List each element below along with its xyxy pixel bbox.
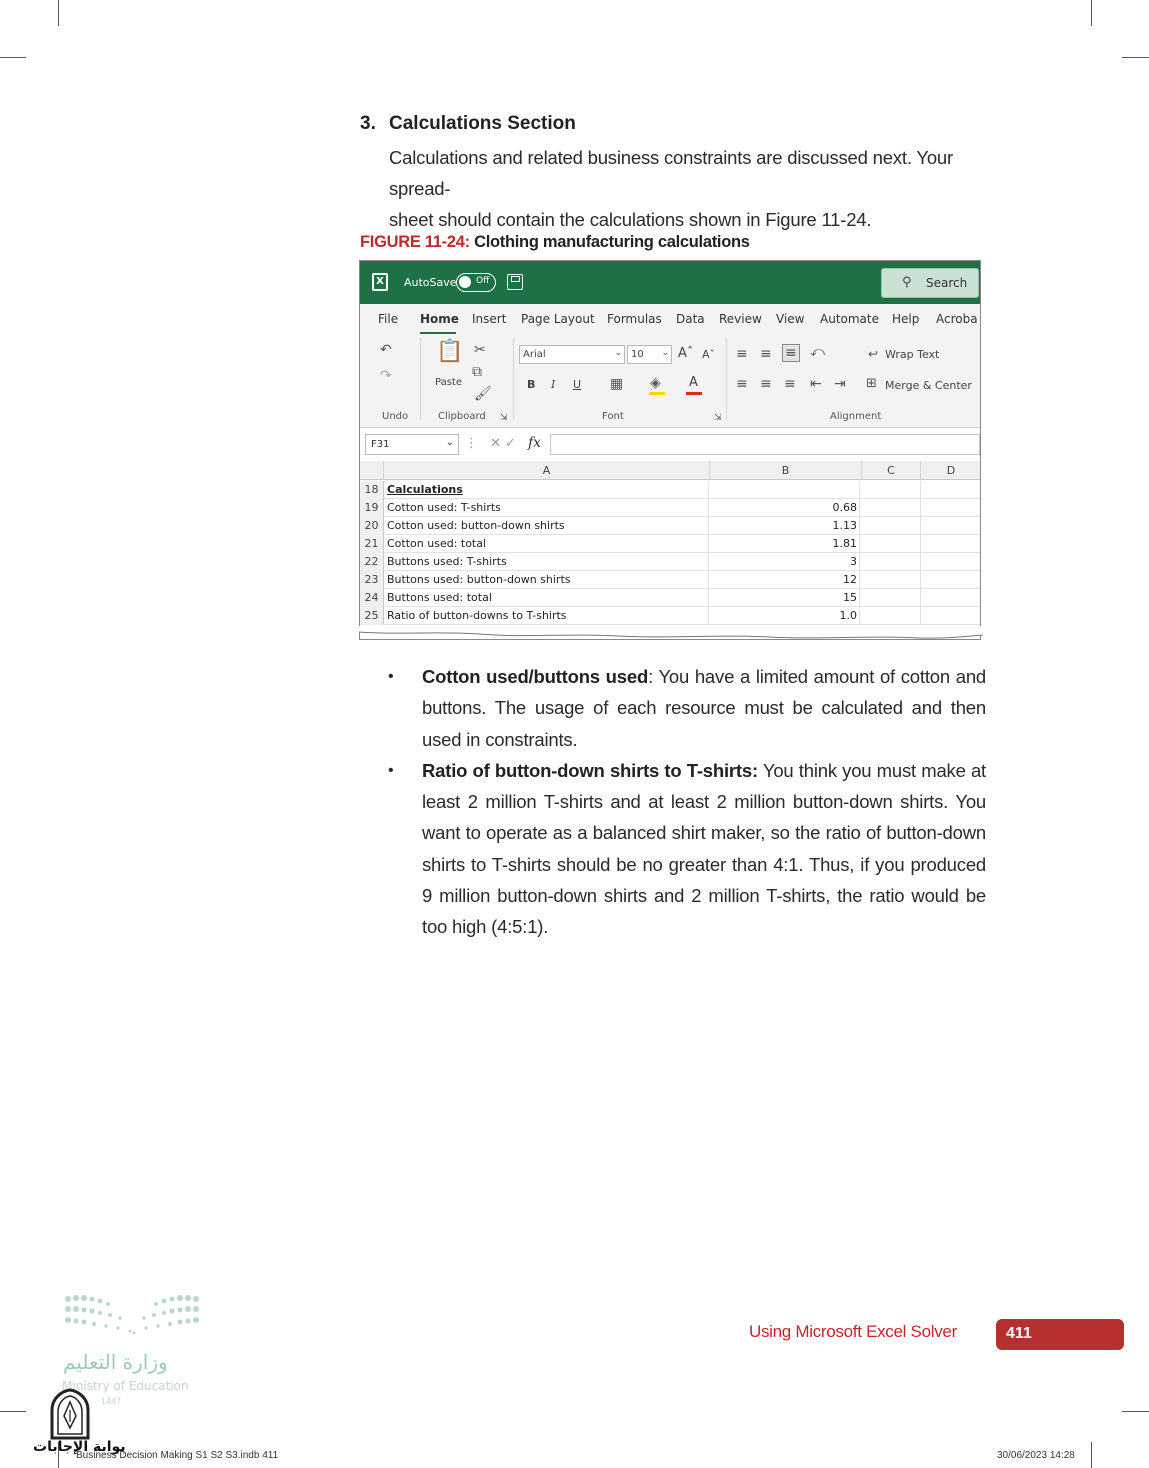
tab-help[interactable]: Help: [892, 312, 920, 326]
list-item: [388, 755, 986, 943]
cell-b[interactable]: 1.0: [710, 607, 860, 625]
alignment-group-label: Alignment: [830, 411, 882, 422]
tab-home[interactable]: Home: [420, 312, 459, 326]
table-row: [360, 553, 981, 571]
cell-b[interactable]: 15: [710, 589, 860, 607]
formula-cancel-confirm-icons: ⋮ ✕✓: [465, 436, 520, 451]
bold-button[interactable]: B: [527, 378, 536, 391]
excel-screenshot: [359, 260, 981, 640]
table-row: [360, 571, 981, 589]
group-separator: [420, 338, 421, 420]
ministry-year: 1447: [101, 1396, 122, 1406]
excel-title-bar: [360, 261, 981, 304]
paste-icon[interactable]: 📋: [436, 339, 464, 364]
group-separator: [513, 338, 514, 420]
increase-font-icon[interactable]: Aˆ: [678, 346, 694, 361]
row-number[interactable]: 23: [360, 571, 384, 589]
crop-mark: [58, 0, 59, 26]
font-size-select[interactable]: [627, 345, 672, 364]
row-number[interactable]: 22: [360, 553, 384, 571]
wrap-text-icon: ↩: [868, 347, 879, 361]
font-color-icon[interactable]: A: [689, 375, 698, 390]
redo-icon[interactable]: ↷: [380, 368, 392, 384]
font-color-swatch: [686, 392, 702, 395]
table-row: [360, 589, 981, 607]
cell-a[interactable]: Calculations: [387, 481, 709, 499]
watermark-logo-icon: [48, 1388, 92, 1440]
cell-b[interactable]: 1.81: [710, 535, 860, 553]
bullet-text: You think you must make at least 2 million T-shirts and at least 2 million button-down shirts. You want to operate as a balanced shirt maker, so the ratio of button-down shirts to T-shirts should be no greater than 4:1. Thus, if you produced 9 million button-down shirts and 2 million T-shirts, the ratio would be too high (4:5:1).: [422, 759, 986, 938]
figure-label: FIGURE 11-24:: [360, 233, 470, 251]
merge-icon: ⊞: [866, 376, 877, 391]
section-title: Calculations Section: [389, 113, 576, 134]
cell-a[interactable]: Cotton used: total: [387, 535, 709, 553]
align-right-icon[interactable]: ≡: [784, 376, 796, 392]
list-item: [388, 661, 986, 755]
column-header-a[interactable]: A: [384, 461, 710, 480]
cell-c[interactable]: [862, 517, 921, 535]
table-row: [360, 481, 981, 499]
bullet-list: [388, 661, 986, 943]
tab-formulas[interactable]: Formulas: [607, 312, 662, 326]
font-group-label: Font: [602, 411, 624, 422]
align-center-icon[interactable]: ≡: [760, 376, 772, 392]
section-paragraph: [389, 142, 989, 235]
print-date: 30/06/2023 14:28: [997, 1450, 1075, 1461]
align-left-icon[interactable]: ≡: [736, 376, 748, 392]
excel-logo-icon: X: [372, 273, 388, 291]
underline-button[interactable]: U: [573, 378, 582, 391]
crop-mark: [1122, 1411, 1149, 1412]
cell-c[interactable]: [862, 571, 921, 589]
cell-a[interactable]: Cotton used: button-down shirts: [387, 517, 709, 535]
cell-b[interactable]: 1.13: [710, 517, 860, 535]
tab-review[interactable]: Review: [719, 312, 762, 326]
figure-caption: [360, 233, 750, 252]
format-painter-icon[interactable]: 🖌: [474, 386, 492, 402]
search-icon: ⚲: [902, 275, 912, 290]
active-tab-indicator: [420, 332, 456, 334]
ribbon: [360, 304, 981, 428]
ministry-name-arabic: وزارة التعليم: [63, 1350, 168, 1374]
bullet-term: Cotton used/buttons used: [422, 666, 649, 687]
table-row: [360, 535, 981, 553]
autosave-toggle[interactable]: [456, 273, 496, 292]
align-top-icon[interactable]: ≡: [736, 346, 748, 362]
crop-mark: [1122, 57, 1149, 58]
dialog-launcher-icon[interactable]: ⇲: [500, 413, 508, 423]
row-number[interactable]: 21: [360, 535, 384, 553]
select-all-corner[interactable]: [360, 461, 384, 480]
align-bottom-icon[interactable]: ≡: [782, 344, 800, 362]
paste-label[interactable]: Paste: [435, 377, 462, 388]
tab-automate[interactable]: Automate: [820, 312, 879, 326]
cell-a[interactable]: Ratio of button-downs to T-shirts: [387, 607, 709, 625]
wrap-text-button[interactable]: Wrap Text: [885, 348, 940, 361]
crop-mark: [0, 1411, 26, 1412]
cell-c[interactable]: [862, 553, 921, 571]
figure-title: Clothing manufacturing calculations: [474, 233, 750, 251]
decrease-font-icon[interactable]: Aˇ: [702, 348, 716, 361]
undo-group-label: Undo: [382, 411, 409, 422]
bullet-dot: •: [388, 761, 394, 779]
fill-color-swatch: [649, 392, 665, 395]
crop-mark: [1091, 0, 1092, 26]
cell-c[interactable]: [862, 607, 921, 625]
decrease-indent-icon[interactable]: ⇤: [810, 376, 822, 392]
table-row: [360, 517, 981, 535]
crop-mark: [1091, 1442, 1092, 1468]
font-name-select[interactable]: [519, 345, 625, 364]
column-header-b[interactable]: B: [710, 461, 862, 480]
search-box[interactable]: [881, 268, 979, 298]
group-separator: [726, 338, 727, 420]
dialog-launcher-icon[interactable]: ⇲: [714, 413, 722, 423]
cell-a[interactable]: Buttons used: total: [387, 589, 709, 607]
cell-a[interactable]: Cotton used: T-shirts: [387, 499, 709, 517]
ministry-logo-dots: [64, 1293, 200, 1337]
chevron-down-icon: ⌄: [661, 348, 669, 358]
chevron-down-icon: ⌄: [445, 437, 454, 448]
cell-a[interactable]: Buttons used: T-shirts: [387, 553, 709, 571]
tab-data[interactable]: Data: [676, 312, 705, 326]
cell-b[interactable]: 3: [710, 553, 860, 571]
print-slug: Business Decision Making S1 S2 S3.indb 411: [76, 1450, 279, 1461]
row-number[interactable]: 18: [360, 481, 384, 499]
ribbon-tabs: [360, 312, 981, 332]
cell-c[interactable]: [862, 499, 921, 517]
column-header-c[interactable]: C: [862, 461, 921, 480]
cut-icon[interactable]: ✂: [474, 342, 486, 358]
cell-b[interactable]: 12: [710, 571, 860, 589]
row-number[interactable]: 20: [360, 517, 384, 535]
italic-button[interactable]: I: [551, 378, 556, 391]
table-row: [360, 499, 981, 517]
merge-center-button[interactable]: Merge & Center: [885, 379, 972, 392]
row-number[interactable]: 25: [360, 607, 384, 625]
formula-input[interactable]: [550, 434, 980, 455]
font-name-value: Arial: [523, 349, 546, 360]
paragraph-line: sheet should contain the calculations shown in Figure 11-24.: [389, 209, 872, 230]
increase-indent-icon[interactable]: ⇥: [834, 376, 846, 392]
autosave-state: Off: [476, 276, 490, 286]
torn-edge: [359, 626, 983, 648]
borders-icon[interactable]: ▦: [610, 376, 624, 392]
tab-insert[interactable]: Insert: [472, 312, 507, 326]
column-header-d[interactable]: D: [921, 461, 981, 480]
ministry-name-english: Ministry of Education: [62, 1379, 189, 1393]
section-number: 3.: [360, 113, 376, 134]
page-number: 411: [1006, 1325, 1032, 1342]
clipboard-group-label: Clipboard: [438, 411, 486, 422]
search-label: Search: [926, 276, 968, 290]
paragraph-line: Calculations and related business constraints are discussed next. Your spread-: [389, 147, 953, 199]
align-middle-icon[interactable]: ≡: [760, 346, 772, 362]
cell-c[interactable]: [862, 535, 921, 553]
copy-icon[interactable]: ⧉: [472, 364, 482, 380]
row-number[interactable]: 24: [360, 589, 384, 607]
chapter-title: Using Microsoft Excel Solver: [749, 1322, 957, 1341]
cell-c[interactable]: [862, 481, 921, 499]
watermark-text: بوابة الإجابات: [33, 1439, 126, 1455]
tab-file[interactable]: File: [378, 312, 399, 326]
tab-acrobat[interactable]: Acroba: [936, 312, 978, 326]
chevron-down-icon: ⌄: [614, 348, 622, 358]
cell-c[interactable]: [862, 589, 921, 607]
bullet-dot: •: [388, 668, 394, 685]
row-number[interactable]: 19: [360, 499, 384, 517]
cell-b[interactable]: [710, 481, 860, 499]
table-row: [360, 607, 981, 625]
undo-icon[interactable]: ↶: [380, 342, 392, 358]
font-size-value: 10: [631, 349, 644, 360]
crop-mark: [0, 57, 26, 58]
fx-icon[interactable]: fx: [528, 435, 542, 451]
tab-view[interactable]: View: [776, 312, 805, 326]
autosave-label: AutoSave: [404, 276, 457, 289]
formula-bar: [360, 432, 981, 458]
section-heading: [360, 113, 576, 135]
bullet-term: Ratio of button-down shirts to T-shirts:: [422, 759, 758, 781]
name-box-value: F31: [371, 439, 390, 450]
tab-page-layout[interactable]: Page Layout: [521, 312, 595, 326]
toggle-knob: [459, 276, 471, 288]
fill-color-icon[interactable]: ◈: [650, 375, 661, 391]
cell-a[interactable]: Buttons used: button-down shirts: [387, 571, 709, 589]
bullet-text: : You have a limited amount of cotton and buttons. The usage of each resource must be calculated and then used in constraints.: [422, 666, 986, 750]
cell-b[interactable]: 0.68: [710, 499, 860, 517]
name-box[interactable]: [365, 434, 459, 455]
orientation-icon[interactable]: ⤺: [810, 344, 825, 360]
save-icon[interactable]: [507, 274, 523, 290]
